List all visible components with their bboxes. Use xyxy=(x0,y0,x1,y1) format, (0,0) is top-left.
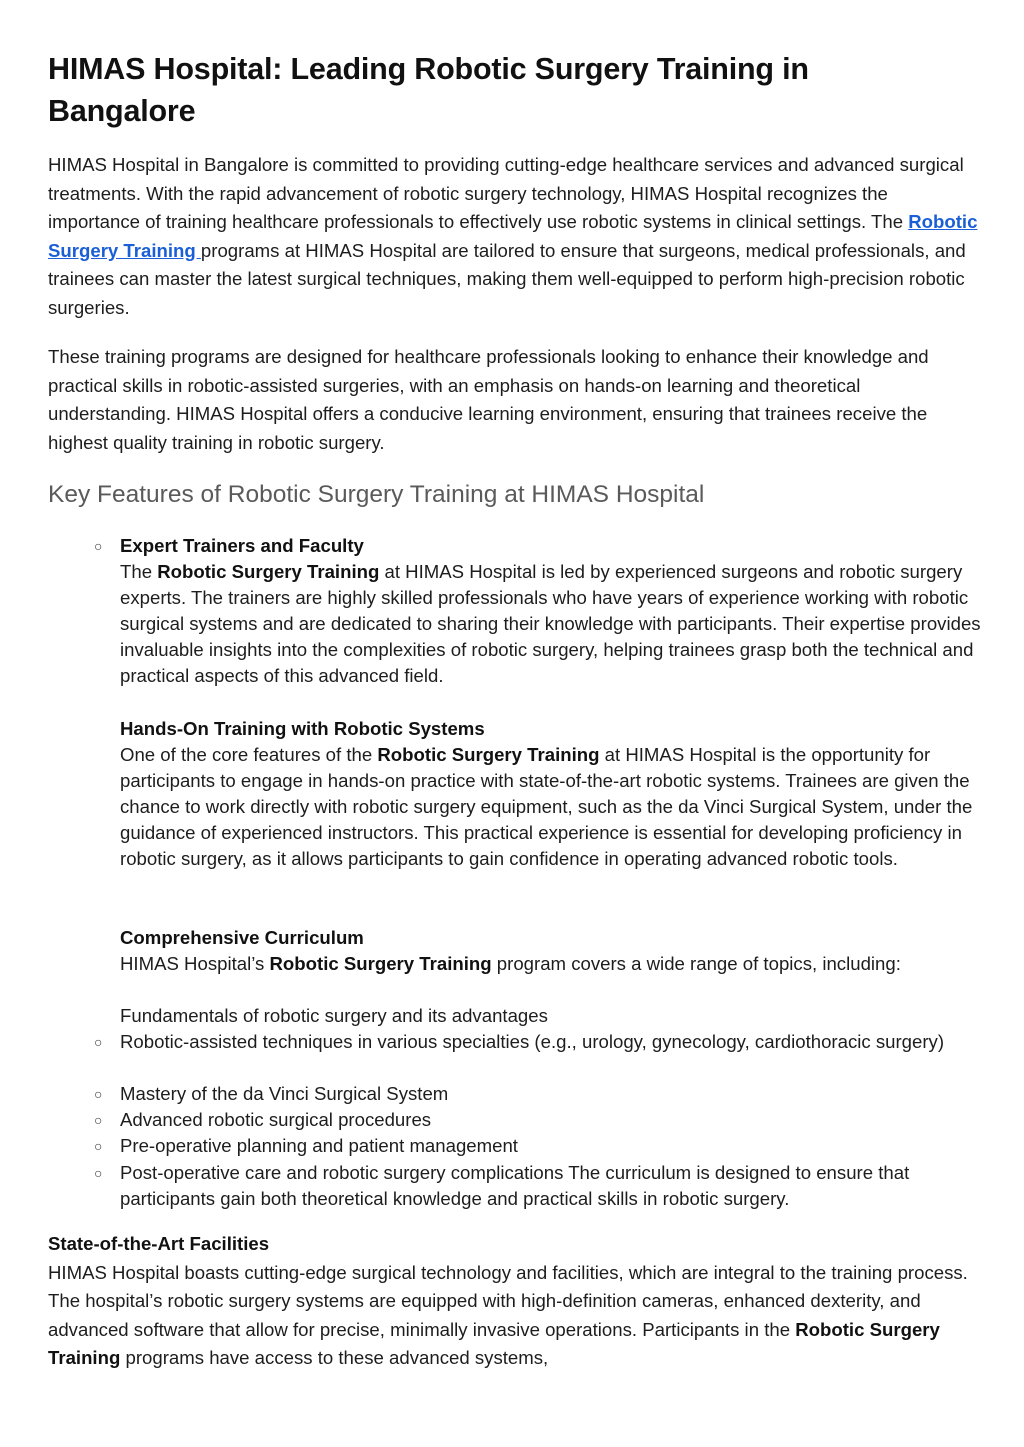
feature-body: The Robotic Surgery Training at HIMAS Hospital is led by experienced surgeons and robotic surgery experts. The trainers are highly skilled professionals who have years of experience working with robotic surgical systems and are dedicated to sharing their knowledge with participants. Their expertise provides invaluable insights into the complexities of robotic surgery, helping trainees grasp both the technical and practical aspects of this advanced field. xyxy=(120,561,981,686)
intro-text-after-link: programs at HIMAS Hospital are tailored to ensure that surgeons, medical professionals, and trainees can master the latest surgical techniques, making them well-equipped to perform high-precision robotic surgeries. xyxy=(48,239,966,318)
intro-paragraph xyxy=(48,151,983,323)
feature-comprehensive-curriculum xyxy=(120,925,988,977)
curriculum-first-item: Fundamentals of robotic surgery and its advantages xyxy=(120,1005,548,1026)
curriculum-item: Mastery of the da Vinci Surgical System xyxy=(120,1083,449,1104)
facilities-section xyxy=(48,1230,983,1373)
curriculum-item: Pre-operative planning and patient management xyxy=(120,1135,518,1156)
intro-text-before-link: HIMAS Hospital in Bangalore is committed to providing cutting-edge healthcare services and advanced surgical treatments. With the rapid advancement of robotic surgery technology, HIMAS Hospital recognizes the importance of training healthcare professionals to effectively use robotic systems in clinical settings. The xyxy=(48,154,964,233)
feature-body: One of the core features of the Robotic Surgery Training at HIMAS Hospital is the opportunity for participants to engage in hands-on practice with state-of-the-art robotic systems. Trainees are given the chance to work directly with robotic surgery equipment, such as the da Vinci Surgical System, under the guidance of experienced instructors. This practical experience is essential for developing proficiency in robotic surgery, as it allows participants to gain confidence in operating advanced robotic tools. xyxy=(120,744,973,869)
curriculum-item: Robotic-assisted techniques in various specialties (e.g., urology, gynecology, cardiothoracic surgery) xyxy=(120,1031,945,1052)
feature-hands-on-training xyxy=(120,716,988,872)
feature-expert-trainers xyxy=(120,533,988,689)
list-bullet: ○ xyxy=(94,538,103,554)
list-bullet: ○ xyxy=(94,1086,103,1102)
list-bullet: ○ xyxy=(94,1138,103,1154)
list-bullet: ○ xyxy=(94,1165,103,1181)
facilities-body: HIMAS Hospital boasts cutting-edge surgical technology and facilities, which are integral to the training process. The hospital’s robotic surgery systems are equipped with high-definition cameras, enhanced dexterity, and advanced software that allow for precise, minimally invasive operations. Participants in the Robotic Surgery Training programs have access to these advanced systems, xyxy=(48,1261,968,1369)
page-title: HIMAS Hospital: Leading Robotic Surgery Training in Bangalore xyxy=(48,52,809,128)
section-heading: Key Features of Robotic Surgery Training at HIMAS Hospital xyxy=(48,481,705,508)
robotic-surgery-training-link[interactable]: Robotic Surgery Training xyxy=(48,211,978,261)
feature-heading: Comprehensive Curriculum xyxy=(120,927,364,948)
list-bullet: ○ xyxy=(94,1112,103,1128)
feature-heading: Expert Trainers and Faculty xyxy=(120,535,364,556)
programs-paragraph: These training programs are designed for healthcare professionals looking to enhance their knowledge and practical skills in robotic-assisted surgeries, with an emphasis on hands-on learning and theoretical understanding. HIMAS Hospital offers a conducive learning environment, ensuring that trainees receive the highest quality training in robotic surgery. xyxy=(48,346,929,453)
feature-heading: Hands-On Training with Robotic Systems xyxy=(120,718,485,739)
curriculum-item: Post-operative care and robotic surgery complications The curriculum is designed to ensure that participants gain both theoretical knowledge and practical skills in robotic surgery. xyxy=(120,1162,910,1209)
curriculum-item: Advanced robotic surgical procedures xyxy=(120,1109,432,1130)
list-bullet: ○ xyxy=(94,1034,103,1050)
feature-body: HIMAS Hospital’s Robotic Surgery Training program covers a wide range of topics, including: xyxy=(120,953,901,974)
facilities-heading: State-of-the-Art Facilities xyxy=(48,1233,270,1254)
